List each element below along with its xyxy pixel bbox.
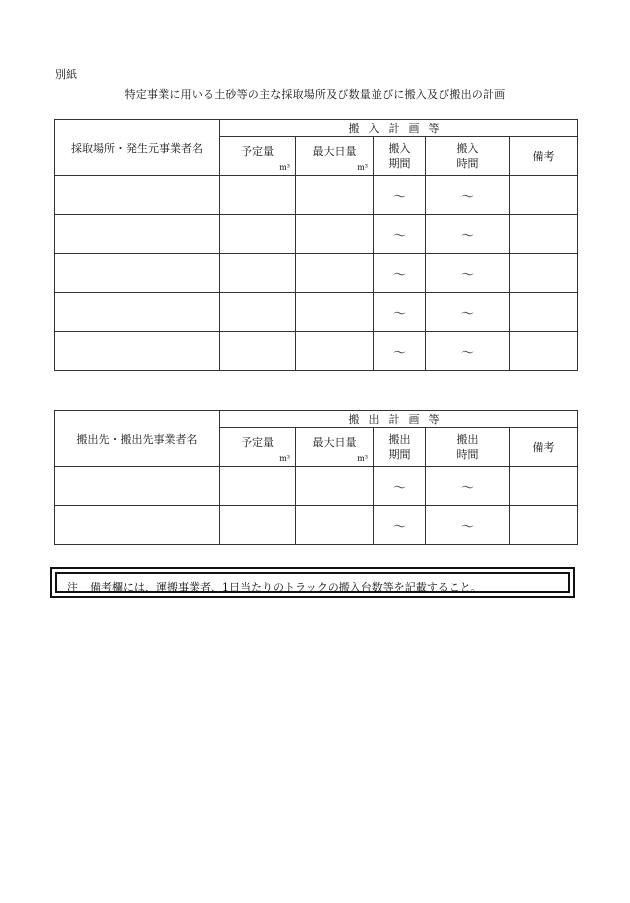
period-cell[interactable]: 〜 <box>374 215 426 254</box>
source-name-cell[interactable] <box>55 254 220 293</box>
period-cell[interactable]: 〜 <box>374 506 426 545</box>
document-title: 特定事業に用いる土砂等の主な採取場所及び数量並びに搬入及び搬出の計画 <box>124 88 506 101</box>
max-daily-volume-cell[interactable] <box>296 332 374 371</box>
max-daily-volume-header: 最大日量 m³ <box>296 428 374 467</box>
period-cell[interactable]: 〜 <box>374 467 426 506</box>
planned-volume-cell[interactable] <box>220 332 296 371</box>
remarks-cell[interactable] <box>510 293 578 332</box>
time-cell[interactable]: 〜 <box>426 176 510 215</box>
time-cell[interactable]: 〜 <box>426 467 510 506</box>
planned-volume-cell[interactable] <box>220 467 296 506</box>
source-name-cell[interactable] <box>55 176 220 215</box>
planned-volume-header: 予定量 m³ <box>220 428 296 467</box>
carry-out-plan-table <box>54 410 578 545</box>
source-name-cell[interactable] <box>55 215 220 254</box>
carry-in-plan-table <box>54 119 578 371</box>
remarks-cell[interactable] <box>510 176 578 215</box>
planned-volume-cell[interactable] <box>220 215 296 254</box>
remarks-cell[interactable] <box>510 467 578 506</box>
table-row <box>55 467 578 506</box>
remarks-header: 備考 <box>510 428 578 467</box>
source-name-cell[interactable] <box>55 332 220 371</box>
carry-out-plan-header: 搬出計画等 <box>220 411 578 428</box>
max-daily-volume-cell[interactable] <box>296 293 374 332</box>
table-row <box>55 176 578 215</box>
table-row <box>55 506 578 545</box>
remarks-cell[interactable] <box>510 332 578 371</box>
max-daily-volume-cell[interactable] <box>296 176 374 215</box>
source-name-header: 採取場所・発生元事業者名 <box>55 120 220 176</box>
planned-volume-cell[interactable] <box>220 506 296 545</box>
remarks-cell[interactable] <box>510 254 578 293</box>
source-name-cell[interactable] <box>55 293 220 332</box>
note-body: 備考欄には、運搬事業者、1日当たりのトラックの搬入台数等を記載すること。 <box>90 581 482 594</box>
note-box <box>50 567 575 598</box>
time-cell[interactable]: 〜 <box>426 293 510 332</box>
period-cell[interactable]: 〜 <box>374 332 426 371</box>
max-daily-volume-cell[interactable] <box>296 254 374 293</box>
period-cell[interactable]: 〜 <box>374 254 426 293</box>
max-daily-volume-cell[interactable] <box>296 506 374 545</box>
max-daily-volume-cell[interactable] <box>296 215 374 254</box>
table-row <box>55 254 578 293</box>
note-label: 注 <box>67 581 78 594</box>
time-cell[interactable]: 〜 <box>426 254 510 293</box>
max-daily-volume-cell[interactable] <box>296 467 374 506</box>
destination-name-cell[interactable] <box>55 506 220 545</box>
time-cell[interactable]: 〜 <box>426 215 510 254</box>
max-daily-volume-header: 最大日量 m³ <box>296 137 374 176</box>
carry-in-plan-header: 搬入計画等 <box>220 120 578 137</box>
carry-out-time-header: 搬出 時間 <box>426 428 510 467</box>
remarks-cell[interactable] <box>510 215 578 254</box>
planned-volume-cell[interactable] <box>220 293 296 332</box>
note-inner-frame <box>55 572 570 593</box>
time-cell[interactable]: 〜 <box>426 332 510 371</box>
carry-in-time-header: 搬入 時間 <box>426 137 510 176</box>
table-row <box>55 293 578 332</box>
planned-volume-header: 予定量 m³ <box>220 137 296 176</box>
destination-name-cell[interactable] <box>55 467 220 506</box>
table-row <box>55 332 578 371</box>
time-cell[interactable]: 〜 <box>426 506 510 545</box>
period-cell[interactable]: 〜 <box>374 176 426 215</box>
period-cell[interactable]: 〜 <box>374 293 426 332</box>
planned-volume-cell[interactable] <box>220 254 296 293</box>
carry-in-period-header: 搬入 期間 <box>374 137 426 176</box>
note-text <box>67 579 482 595</box>
attachment-label: 別紙 <box>55 68 77 81</box>
carry-out-period-header: 搬出 期間 <box>374 428 426 467</box>
remarks-header: 備考 <box>510 137 578 176</box>
destination-name-header: 搬出先・搬出先事業者名 <box>55 411 220 467</box>
table-row <box>55 215 578 254</box>
remarks-cell[interactable] <box>510 506 578 545</box>
planned-volume-cell[interactable] <box>220 176 296 215</box>
